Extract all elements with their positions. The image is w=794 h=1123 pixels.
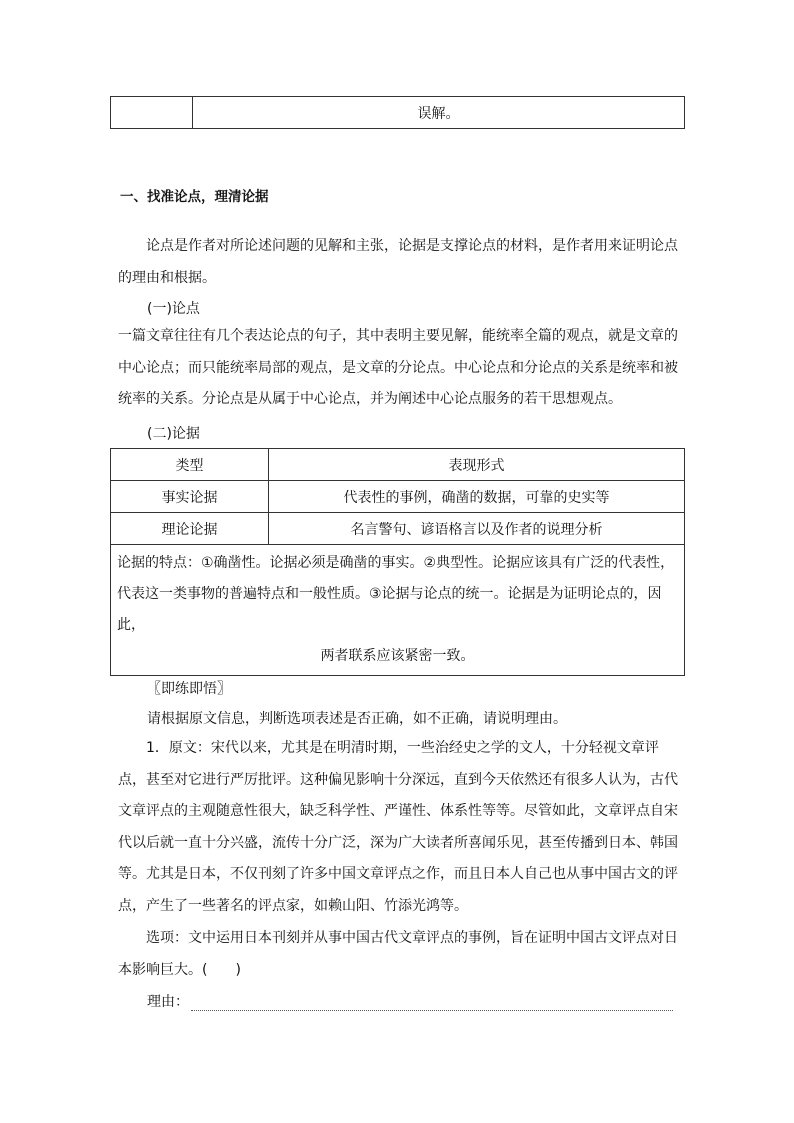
reason-line (147, 991, 673, 1011)
argument-paragraph: 一篇文章往往有几个表达论点的句子，其中表明主要见解，能统率全篇的观点，就是文章的中心论点；而只能统率局部的观点，是文章的分论点。中心论点和分论点的关系是统率和被统率的关系。分论点是从属于中心论点，并为阐述中心论点服务的若干思想观点。 (118, 328, 678, 407)
table-cell: 误解。 (193, 97, 685, 129)
note-text-last: 两者联系应该紧密一致。 (320, 648, 475, 664)
question-1-option: 选项：文中运用日本刊刻并从事中国古代文章评点的事例，旨在证明中国古文评点对日本影响巨大。( ) (118, 930, 678, 978)
table-header-cell: 类型 (111, 449, 269, 481)
practice-title: 〖即练即悟〗 (147, 681, 231, 697)
evidence-features-note (111, 545, 685, 676)
subsection-title-argument: (一)论点 (147, 301, 200, 317)
subsection-title-evidence: (二)论据 (147, 426, 200, 442)
table-cell-empty (111, 97, 193, 129)
table-cell: 理论论据 (111, 513, 269, 545)
table-cell: 代表性的事例，确凿的数据，可靠的史实等 (269, 481, 685, 513)
question-1-text: 1．原文：宋代以来，尤其是在明清时期，一些治经史之学的文人，十分轻视文章评点，甚至对它进行严厉批评。这种偏见影响十分深远，直到今天依然还有很多人认为，古代文章评点的主观随意性很大，缺乏科学性、严谨性、体系性等等。尽管如此，文章评点自宋代以后就一直十分兴盛，流传十分广泛，深为广大读者所喜闻乐见，甚至传播到日本、韩国等。尤其是日本，不仅刊刻了许多中国文章评点之作，而且日本人自己也从事中国古文的评点，产生了一些著名的评点家，如赖山阳、竹添光鸿等。 (118, 740, 678, 914)
evidence-table (110, 448, 685, 676)
top-table (110, 96, 685, 129)
table-header-row (111, 449, 685, 481)
section-heading: 一、找准论点，理清论据 (120, 189, 269, 205)
table-cell: 名言警句、谚语格言以及作者的说理分析 (269, 513, 685, 545)
table-row (111, 481, 685, 513)
table-header-cell: 表现形式 (269, 449, 685, 481)
table-note-row (111, 545, 685, 676)
note-text: 论据的特点：①确凿性。论据必须是确凿的事实。②典型性。论据应该具有广泛的代表性，代表这一类事物的普遍特点和一般性质。③论据与论点的统一。论据是为证明论点的，因此， (117, 555, 675, 633)
reason-label: 理由： (147, 994, 189, 1010)
table-row (111, 97, 685, 129)
reason-answer-blank[interactable] (191, 996, 673, 1011)
table-cell: 事实论据 (111, 481, 269, 513)
table-row (111, 513, 685, 545)
practice-instruction: 请根据原文信息，判断选项表述是否正确，如不正确，请说明理由。 (147, 711, 567, 727)
intro-paragraph: 论点是作者对所论述问题的见解和主张，论据是支撑论点的材料，是作者用来证明论点的理由和根据。 (118, 238, 678, 286)
